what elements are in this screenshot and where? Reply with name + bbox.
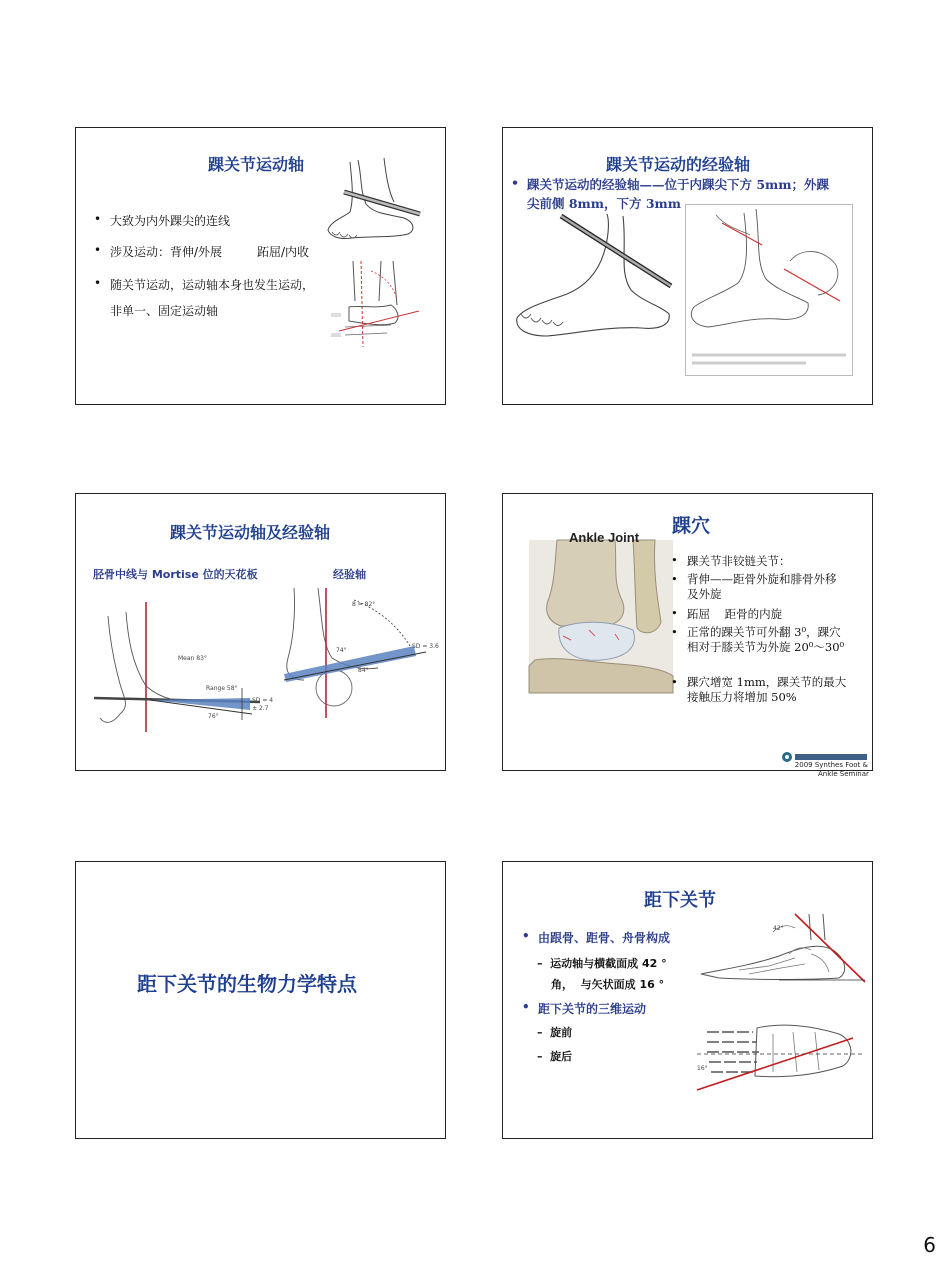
dash: – [537,957,551,970]
dash: – [537,1050,551,1063]
textbook-figure [685,204,853,376]
angle-label: 76° [208,713,219,720]
slide-title: 踝关节运动轴及经验轴 [170,523,331,542]
subtalar-sub-3 [537,1048,572,1064]
slide-title: 踝关节运动的经验轴 [606,155,751,174]
sd2-label: ± 2.7 [252,705,269,712]
bullet-1-cont: 尖前侧 8mm，下方 3mm [527,196,682,211]
slide-empirical-axis [502,127,873,405]
mortise-bullet-4: • 正常的踝关节可外翻 3⁰，踝穴相对于膝关节为外旋 20⁰～30⁰ [687,625,847,655]
slide-subtalar-joint [502,861,873,1139]
ankle-joint-label: Ankle Joint [569,530,640,545]
left-caption: 胫骨中线与 Mortise 位的天花板 [93,568,258,581]
slide-subtalar-biomechanics [75,861,446,1139]
foot-with-rod-figure [322,156,422,242]
slide-axis-and-empirical [75,493,446,771]
angle2-label: 84° [358,667,369,674]
pronation-label: 旋前 [550,1026,573,1039]
slide4-footer-line-2: Ankle Seminar [818,770,869,778]
slide-title: 距下关节 [644,890,716,911]
subtalar-sub-1 [537,955,667,971]
bullet-3: • 随关节运动，运动轴本身也发生运动， [110,276,314,293]
subtalar-bullet-1: • 由跟骨、距骨、舟骨构成 [538,929,670,946]
bullet-3-cont: 非单一、固定运动轴 [110,304,219,318]
right-caption: 经验轴 [333,568,366,581]
supination-label: 旋后 [550,1050,573,1063]
sd-label: SD = 4 [252,697,274,704]
ankle-xray-diagram [331,261,419,347]
mortise-bullet-1: • 踝关节非铰链关节： [687,553,791,569]
subtalar-bullet-2: • 距下关节的三维运动 [538,1000,646,1017]
empirical-axis-diagram [274,588,442,728]
angle-16-label: 16° [697,1065,708,1072]
range-label: Range 58° [206,685,238,692]
hospital-logo [781,748,871,760]
angle1-label: 8 = 82° [352,601,376,608]
slide-title: 踝关节运动轴 [208,155,305,174]
page-number: 6 [923,1233,936,1257]
slide-ankle-axis [75,127,446,405]
mortise-bullet-5: • 踝穴增宽 1mm，踝关节的最大接触压力将增加 50% [687,675,847,705]
angle-42-label: 42° [773,925,784,932]
bullet-2: • 涉及运动：背伸/外展 [110,243,222,260]
sd-label: SD = 3.6 [412,643,439,650]
bullet-1: • 大致为内外踝尖的连线 [110,212,230,229]
bullet-1: • 踝关节运动的经验轴——位于内踝尖下方 5mm；外踝 [527,175,829,193]
foot-skeleton-lateral [699,910,869,990]
footer-line-1: 2009 Synthes Foot & [794,761,868,769]
subtalar-sub-2 [537,1024,572,1040]
subtalar-sub-1-cont: 角， 与矢状面成 16 ° [551,978,665,991]
mean-label: Mean 83° [178,655,207,662]
mortise-bullet-3: • 跖屈 距骨的内旋 [687,606,782,622]
angle3-label: 74° [336,647,347,654]
ankle-joint-image [529,530,673,693]
tibia-mortise-diagram [90,602,280,732]
dash: – [537,1026,551,1039]
slide-title: 距下关节的生物力学特点 [137,972,357,996]
foot-with-pin-figure [511,210,681,340]
foot-skeleton-top [693,1014,869,1094]
slide-ankle-mortise [502,493,873,771]
subtalar-sub-1-text: 运动轴与横截面成 42 ° [550,957,667,970]
mortise-bullet-2: • 背伸——距骨外旋和腓骨外移及外旋 [687,572,847,602]
slide-title: 踝穴 [672,515,711,537]
bullet-2-extra: 跖屈/内收 [257,245,310,259]
